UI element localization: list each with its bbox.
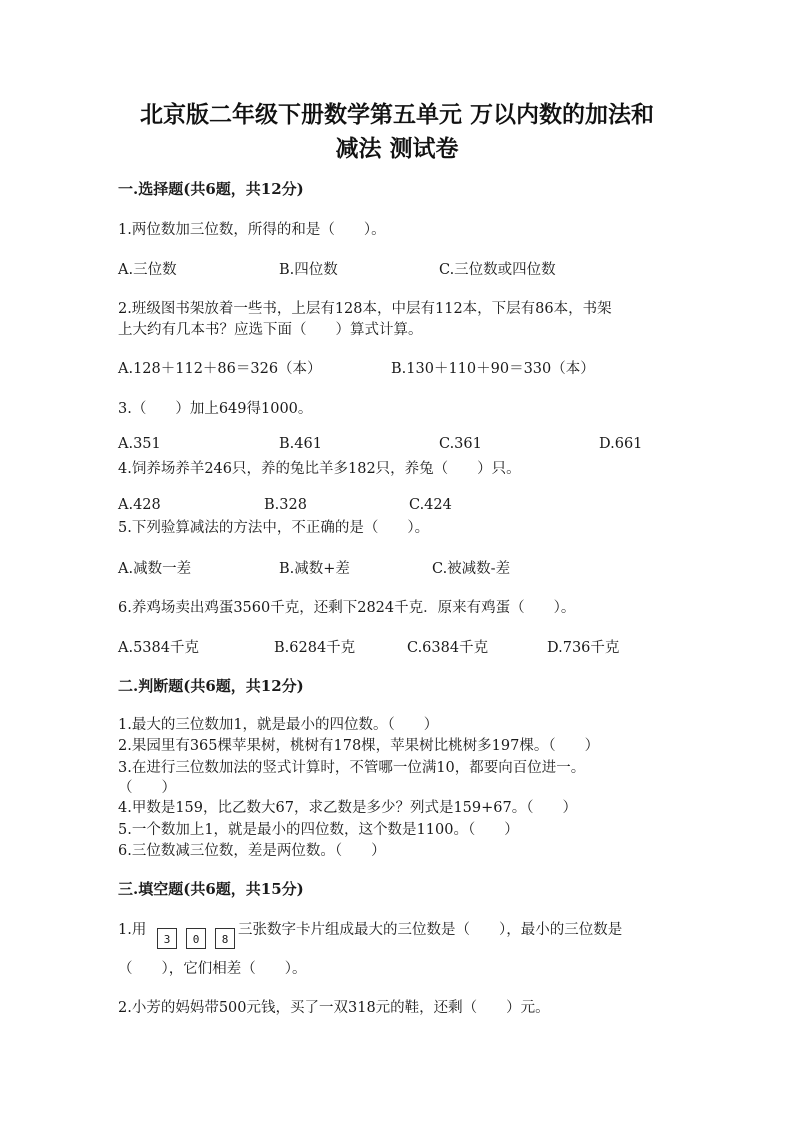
s1-question-1: 1.两位数加三位数，所得的和是（ ）。 [118,222,386,238]
s1-question-6: 6.养鸡场卖出鸡蛋3560千克，还剩下2824千克．原来有鸡蛋（ ）。 [118,600,576,616]
s1-question-2-line1: 2.班级图书架放着一些书，上层有128本，中层有112本，下层有86本，书架 [118,301,612,317]
s2-question-3-line1: 3.在进行三位数加法的竖式计算时，不管哪一位满10，都要向百位进一。 [118,760,586,776]
s1-q6-option-a: A.5384千克 [118,640,199,656]
s1-q3-option-c: C.361 [439,436,482,452]
s1-q3-option-d: D.661 [599,436,643,452]
s2-question-4: 4.甲数是159，比乙数大67，求乙数是多少？列式是159+67。（ ） [118,800,577,816]
s1-q4-option-c: C.424 [409,497,452,513]
section1-heading: 一.选择题(共6题，共12分) [118,180,304,198]
s1-q2-option-a: A.128＋112＋86＝326（本） [118,361,322,377]
s1-q6-option-b: B.6284千克 [274,640,356,656]
s2-question-6: 6.三位数减三位数，差是两位数。（ ） [118,843,386,859]
s3-question-2: 2.小芳的妈妈带500元钱，买了一双318元的鞋，还剩（ ）元。 [118,1000,550,1016]
s1-question-5: 5.下列验算减法的方法中，不正确的是（ ）。 [118,520,430,536]
s1-q3-option-a: A.351 [118,436,161,452]
section3-heading: 三.填空题(共6题，共15分) [118,880,304,898]
s3-question-1-text: 三张数字卡片组成最大的三位数是（ ），最小的三位数是 [238,922,623,938]
page-title-line1: 北京版二年级下册数学第五单元 万以内数的加法和 [139,101,654,128]
s1-q5-option-b: B.减数+差 [279,561,350,577]
s1-question-4: 4.饲养场养羊246只，养的兔比羊多182只，养兔（ ）只。 [118,461,521,477]
digit-card-3: 3 [157,928,177,949]
page-title-line2: 减法 测试卷 [335,135,459,162]
s2-question-1: 1.最大的三位数加1，就是最小的四位数。（ ） [118,717,439,733]
s1-q3-option-b: B.461 [279,436,322,452]
digit-card-8: 8 [215,928,235,949]
s1-q1-option-c: C.三位数或四位数 [439,262,556,278]
s2-question-2: 2.果园里有365棵苹果树，桃树有178棵，苹果树比桃树多197棵。（ ） [118,738,600,754]
s1-q4-option-a: A.428 [118,497,161,513]
s2-question-5: 5.一个数加上1，就是最小的四位数，这个数是1100。（ ） [118,822,519,838]
s3-question-1-prefix: 1.用 [118,922,147,938]
digit-card-0: 0 [186,928,206,949]
s1-q1-option-b: B.四位数 [279,262,338,278]
s1-question-3: 3.（ ）加上649得1000。 [118,401,313,417]
section2-heading: 二.判断题(共6题，共12分) [118,677,304,695]
s2-question-3-line2: （ ） [118,780,176,796]
s1-q2-option-b: B.130＋110＋90＝330（本） [391,361,595,377]
s1-q1-option-a: A.三位数 [118,262,177,278]
s1-q6-option-c: C.6384千克 [407,640,489,656]
s3-question-1-line2: （ ），它们相差（ ）。 [118,961,307,977]
s1-q5-option-a: A.减数一差 [118,561,192,577]
s1-q5-option-c: C.被减数-差 [432,561,511,577]
s1-q6-option-d: D.736千克 [547,640,620,656]
s1-question-2-line2: 上大约有几本书？应选下面（ ）算式计算。 [118,322,423,338]
s1-q4-option-b: B.328 [264,497,307,513]
